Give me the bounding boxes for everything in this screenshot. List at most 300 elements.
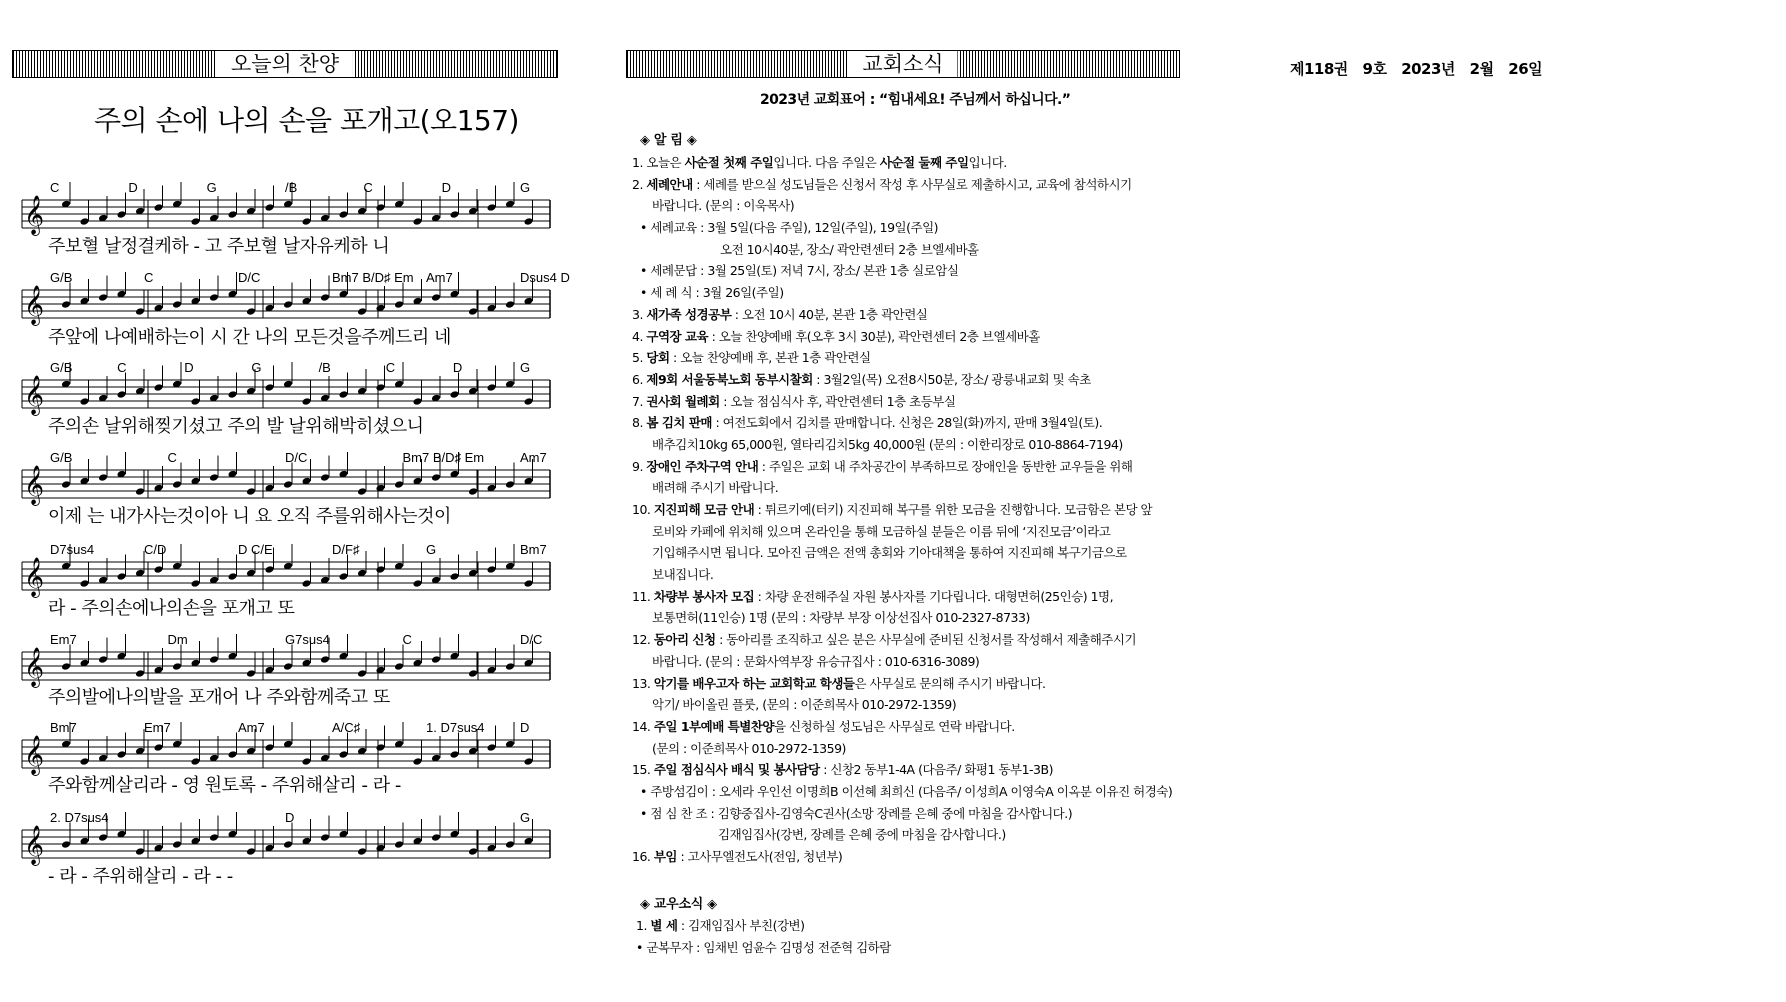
note-head (209, 833, 219, 842)
item-text: 입니다. 다음 주일은 (773, 155, 880, 170)
item-number: 16. (632, 849, 654, 864)
treble-clef-icon: 𝄞 (24, 465, 45, 505)
note-head (524, 217, 534, 226)
notice-item (632, 282, 1192, 304)
chord-symbol: Am7 (426, 270, 453, 285)
emphasis-text: 부임 (653, 849, 678, 864)
chord-symbol: D (128, 180, 138, 195)
note-head (154, 203, 164, 212)
note-head (154, 565, 164, 574)
chord-symbol: D/C (520, 632, 543, 647)
item-text: 은 사무실로 문의해 주시기 바랍니다. (854, 675, 1046, 691)
note-head (265, 383, 275, 392)
note-head (154, 743, 164, 752)
treble-clef-icon: 𝄞 (24, 825, 45, 865)
item-text: 보내집니다. (652, 567, 714, 583)
note-head (98, 293, 108, 302)
notice-item (632, 651, 1192, 673)
notice-item (632, 824, 1192, 846)
chord-symbol: Dsus4 D (520, 270, 570, 285)
item-text: 바랍니다. (문의 : 문화사역부장 유승규집사 : 010-6316-3089) (652, 653, 980, 669)
item-text: : 오늘 찬양예배 후, 본관 1층 곽안련실 (669, 350, 871, 366)
note-head (61, 662, 71, 671)
item-text: 배려해 주시기 바랍니다. (652, 480, 779, 496)
church-motto: 2023년 교회표어 : “힘내세요! 주님께서 하십니다.” (760, 92, 1071, 108)
notice-item (632, 759, 1192, 781)
notice-item (632, 521, 1192, 543)
note-head (135, 669, 145, 678)
notice-item (632, 456, 1192, 478)
item-number: • (640, 285, 651, 301)
chord-symbol: C/D (144, 542, 167, 557)
section-banner-news (626, 50, 1180, 78)
note-head (228, 390, 238, 399)
chord-symbol: D (184, 360, 194, 375)
note-head (357, 487, 367, 496)
note-head (61, 840, 71, 849)
notice-item (636, 937, 891, 959)
chord-symbol: D/C (238, 270, 261, 285)
note-head (524, 579, 534, 588)
emphasis-text: 권사회 월례회 (646, 393, 720, 409)
staff-system (22, 632, 550, 688)
item-number: 1. (632, 155, 647, 170)
chord-symbol: Dm (167, 632, 188, 647)
note-head (98, 655, 108, 664)
item-text: : 오늘 찬양예배 후(오후 3시 30분), 곽안련센터 2층 브엘세바홀 (708, 328, 1040, 344)
item-text: : 고사무엘전도사(전임, 청년부) (677, 849, 843, 864)
notice-item (632, 629, 1192, 651)
note-head (209, 655, 219, 664)
chord-symbol: D/C (285, 450, 308, 465)
note-head (339, 750, 349, 759)
item-text: 김재임집사(강변, 장례를 은혜 중에 마침을 감사합니다.) (718, 827, 1006, 843)
item-text: 세 례 식 : 3월 26일(주일) (650, 285, 784, 301)
lyric-line: 주의발에나의발을 포개어 나 주와함께죽고 또 (48, 687, 390, 708)
note-head (80, 579, 90, 588)
note-head (191, 757, 201, 766)
note-head (302, 579, 312, 588)
item-text: 군복무자 : 임채빈 엄윤수 김명성 전준혁 김하람 (646, 940, 891, 955)
treble-clef-icon: 𝄞 (24, 285, 45, 325)
notice-item (636, 915, 891, 937)
note-head (431, 833, 441, 842)
note-head (172, 480, 182, 489)
notice-item (632, 304, 1192, 326)
lyric-line: 주보혈 날정결케하 - 고 주보혈 날자유케하 니 (48, 236, 390, 257)
note-head (376, 383, 386, 392)
item-number: 4. (632, 328, 647, 344)
note-head (394, 480, 404, 489)
item-text: : 주일은 교회 내 주차공간이 부족하므로 장애인을 동반한 교우들을 위해 (758, 458, 1133, 474)
staff-system (22, 542, 550, 598)
notice-item (632, 586, 1192, 608)
chord-symbol: D (452, 360, 463, 375)
emphasis-text: 장애인 주차구역 안내 (646, 458, 759, 474)
notice-item (632, 607, 1192, 629)
note-head (172, 300, 182, 309)
treble-clef-icon: 𝄞 (24, 375, 45, 415)
notice-item (632, 434, 1192, 456)
item-text: 주방섬김이 : 오세라 우인선 이명희B 이선혜 최희신 (다음주/ 이성희A 이영숙A 이옥분 이유진 허경숙) (650, 783, 1173, 799)
note-head (283, 840, 293, 849)
chord-symbol: C (117, 360, 127, 375)
lyric-line: 주의손 날위해찢기셨고 주의 발 날위해박히셨으니 (48, 416, 424, 437)
item-text: 세례교육 : 3월 5일(다음 주일), 12일(주일), 19일(주일) (650, 220, 939, 236)
section-title: 교회소식 (848, 51, 957, 77)
treble-clef-icon: 𝄞 (24, 647, 45, 687)
emphasis-text: 제9회 서울동북노회 동부시찰회 (646, 371, 813, 387)
item-number: 2. (632, 176, 647, 192)
note-head (302, 397, 312, 406)
note-head (376, 565, 386, 574)
note-head (394, 662, 404, 671)
item-text: 을 신청하실 성도님은 사무실로 연락 바랍니다. (773, 718, 1015, 734)
notice-item (632, 260, 1192, 282)
notice-item (632, 217, 1192, 239)
item-number: • (640, 220, 651, 236)
item-number: 11. (632, 588, 654, 604)
notice-item (632, 673, 1192, 695)
note-head (228, 750, 238, 759)
item-text: : 김재임집사 부친(강변) (677, 918, 805, 933)
note-head (283, 300, 293, 309)
emphasis-text: 사순절 둘째 주일 (879, 155, 969, 170)
note-head (468, 669, 478, 678)
item-text: 바랍니다. (문의 : 이욱목사) (652, 198, 795, 214)
note-head (209, 293, 219, 302)
chord-symbol: Bm7 B/D♯ Em (332, 270, 414, 285)
emphasis-text: 주일 1부예배 특별찬양 (653, 718, 774, 734)
note-head (394, 840, 404, 849)
note-head (339, 572, 349, 581)
note-head (431, 655, 441, 664)
note-head (191, 397, 201, 406)
chord-symbol: Em7 (144, 720, 171, 735)
note-head (135, 487, 145, 496)
chord-symbol: D/F♯ (332, 542, 360, 557)
notice-item (632, 781, 1192, 803)
emphasis-text: 세례안내 (646, 176, 693, 192)
item-text: : 3월2일(목) 오전8시50분, 장소/ 광릉내교회 및 속초 (812, 371, 1091, 387)
note-head (283, 480, 293, 489)
note-head (283, 662, 293, 671)
staff-system (22, 270, 570, 326)
notice-item (632, 738, 1192, 760)
issue-info (1290, 58, 1542, 79)
chord-symbol: G (206, 180, 217, 195)
chord-symbol: Bm7 (520, 542, 547, 557)
note-head (413, 397, 423, 406)
note-head (302, 217, 312, 226)
note-head (228, 572, 238, 581)
item-text: : 여전도회에서 김치를 판매합니다. 신청은 28일(화)까지, 판매 3월4일(토). (712, 415, 1103, 431)
chord-symbol: /B (285, 180, 298, 195)
chord-symbol: C (363, 180, 373, 195)
item-text: 보통면허(11인승) 1명 (문의 : 차량부 부장 이상선집사 010-2327-8733) (652, 610, 1030, 626)
note-head (320, 473, 330, 482)
note-head (487, 203, 497, 212)
chord-symbol: Em7 (50, 632, 77, 647)
notice-item (632, 152, 1192, 174)
note-head (117, 210, 127, 219)
note-head (191, 579, 201, 588)
note-head (505, 840, 515, 849)
note-head (505, 300, 515, 309)
notice-item (632, 564, 1192, 586)
note-head (246, 669, 256, 678)
item-text: : 신창2 동부1-4A (다음주/ 화평1 동부1-3B) (819, 762, 1053, 778)
item-number: • (640, 263, 651, 279)
note-head (450, 210, 460, 219)
emphasis-text: 차량부 봉사자 모집 (653, 588, 755, 604)
note-head (80, 757, 90, 766)
note-head (172, 840, 182, 849)
hymn-title: 주의 손에 나의 손을 포개고(오157) (94, 104, 519, 137)
note-head (487, 383, 497, 392)
issue-date: 2023년 2월 26일 (1401, 60, 1543, 78)
item-number: 5. (632, 350, 647, 366)
chord-symbol: Am7 (238, 720, 265, 735)
section-title: 오늘의 찬양 (217, 51, 353, 77)
note-head (61, 300, 71, 309)
note-head (117, 572, 127, 581)
note-head (154, 383, 164, 392)
note-head (302, 757, 312, 766)
chord-symbol: G (520, 180, 531, 195)
emphasis-text: 사순절 첫째 주일 (684, 155, 774, 170)
chord-symbol: A/C♯ (332, 720, 361, 735)
chord-symbol: 2. D7sus4 (50, 810, 109, 825)
chord-symbol: G (520, 360, 531, 375)
item-text: 배추김치10kg 65,000원, 열타리김치5kg 40,000원 (문의 : 이한리장로 010-8864-7194) (652, 436, 1123, 452)
item-text: : 튀르키예(터키) 지진피해 복구를 위한 모금을 진행합니다. 모금함은 본당 앞 (754, 502, 1153, 517)
note-head (320, 655, 330, 664)
item-number: 12. (632, 632, 654, 648)
item-text: 세례문답 : 3월 25일(토) 저녁 7시, 장소/ 본관 1층 실로암실 (650, 263, 959, 279)
note-head (117, 750, 127, 759)
chord-symbol: Bm7 B/D♯ Em (402, 450, 485, 465)
item-number: 7. (632, 393, 647, 409)
note-head (376, 203, 386, 212)
item-text: : 오전 10시 40분, 본관 1층 곽안련실 (731, 306, 928, 322)
notice-item (632, 412, 1192, 434)
emphasis-text: 구역장 교육 (646, 328, 709, 344)
alumni-heading: ◈ 교우소식 ◈ (640, 897, 717, 912)
notice-item (632, 694, 1192, 716)
item-number: 6. (632, 371, 647, 387)
emphasis-text: 별 세 (650, 918, 678, 933)
notice-heading: ◈ 알 림 ◈ (640, 133, 697, 148)
lyric-line: - 라 - 주위해살리 - 라 - - (48, 866, 233, 887)
staff-system (22, 720, 550, 776)
notice-item (632, 716, 1192, 738)
treble-clef-icon: 𝄞 (24, 195, 45, 235)
item-number: • (640, 805, 651, 821)
item-text: 로비와 카페에 위치해 있으며 온라인을 통해 모금하실 분들은 이름 뒤에 ‘지진모금’이라고 (652, 523, 1111, 539)
note-head (320, 833, 330, 842)
note-head (246, 847, 256, 856)
item-text: : 차량 운전해주실 자원 봉사자를 기다립니다. 대형면허(25인승) 1명, (754, 588, 1114, 604)
emphasis-text: 당회 (646, 350, 670, 366)
note-head (413, 217, 423, 226)
chord-symbol: G7sus4 (285, 632, 330, 647)
item-number: 9. (632, 458, 647, 474)
emphasis-text: 새가족 성경공부 (646, 306, 732, 322)
note-head (487, 565, 497, 574)
item-text: 입니다. (968, 155, 1007, 170)
treble-clef-icon: 𝄞 (24, 557, 45, 597)
note-head (80, 217, 90, 226)
note-head (357, 669, 367, 678)
chord-symbol: G (520, 810, 531, 825)
staff-system (22, 450, 550, 506)
note-head (505, 480, 515, 489)
chord-symbol: D C/E (238, 542, 273, 557)
note-head (487, 743, 497, 752)
note-head (524, 397, 534, 406)
chord-symbol: /B (318, 360, 331, 375)
item-text: 기입해주시면 됩니다. 모아진 금액은 전액 총회와 기아대책을 통하여 지진피해 복구기금으로 (652, 545, 1127, 561)
notice-item (632, 195, 1192, 217)
chord-symbol: D7sus4 (50, 542, 95, 557)
note-head (191, 217, 201, 226)
note-head (246, 307, 256, 316)
note-head (246, 487, 256, 496)
item-number: 15. (632, 762, 654, 778)
note-head (505, 662, 515, 671)
item-number: 3. (632, 306, 647, 322)
issue-volume: 제118권 9호 (1290, 60, 1387, 78)
chord-symbol: G/B (50, 270, 73, 285)
chord-symbol: C (385, 360, 396, 375)
note-head (431, 473, 441, 482)
note-head (135, 307, 145, 316)
note-head (61, 480, 71, 489)
item-text: : 오늘 점심식사 후, 곽안련센터 1층 초등부실 (719, 393, 956, 409)
note-head (357, 847, 367, 856)
note-head (265, 565, 275, 574)
chord-symbol: D (285, 810, 295, 825)
notice-item (632, 803, 1192, 825)
item-text: 악기/ 바이올린 플룻, (문의 : 이준희목사 010-2972-1359) (652, 697, 957, 713)
section-banner-hymn (12, 50, 558, 78)
emphasis-text: 주일 점심식사 배식 및 봉사담당 (653, 762, 820, 778)
note-head (320, 293, 330, 302)
notice-item (632, 846, 1192, 868)
note-head (450, 572, 460, 581)
item-number: 14. (632, 718, 654, 734)
staff-system (22, 180, 550, 236)
notice-item (632, 499, 1192, 521)
chord-symbol: C (402, 632, 412, 647)
note-head (209, 473, 219, 482)
item-text: 오늘은 (646, 155, 685, 170)
item-number: 13. (632, 675, 654, 691)
note-head (413, 579, 423, 588)
note-head (524, 757, 534, 766)
notice-item (632, 347, 1192, 369)
chord-symbol: Bm7 (50, 720, 77, 735)
note-head (450, 750, 460, 759)
item-number: • (640, 783, 651, 799)
chord-symbol: G (251, 360, 262, 375)
chord-symbol: D (441, 180, 452, 195)
note-head (413, 757, 423, 766)
chord-symbol: 1. D7sus4 (426, 720, 485, 735)
notice-item (632, 326, 1192, 348)
emphasis-text: 악기를 배우고자 하는 교회학교 학생들 (653, 675, 855, 691)
chord-symbol: G (426, 542, 437, 557)
note-head (357, 307, 367, 316)
alumni-list (636, 915, 891, 959)
item-number: • (636, 940, 647, 955)
item-text: : 동아리를 조직하고 싶은 분은 사무실에 준비된 신청서를 작성해서 제출해주시기 (715, 632, 1137, 648)
note-head (468, 847, 478, 856)
chord-symbol: C (167, 450, 177, 465)
notice-item (632, 542, 1192, 564)
chord-symbol: Am7 (520, 450, 547, 465)
lyric-line: 주와함께살리라 - 영 원토록 - 주위해살리 - 라 - (48, 775, 401, 796)
notice-item (632, 391, 1192, 413)
chord-symbol: G/B (50, 450, 73, 465)
chord-symbol: C (50, 180, 60, 195)
chord-symbol: G/B (50, 360, 73, 375)
note-head (172, 662, 182, 671)
chord-symbol: D (520, 720, 530, 735)
note-head (339, 390, 349, 399)
note-head (265, 743, 275, 752)
emphasis-text: 지진피해 모금 안내 (653, 502, 755, 517)
note-head (135, 847, 145, 856)
item-number: 1. (636, 918, 651, 933)
emphasis-text: 동아리 신청 (653, 632, 716, 648)
staff-system (22, 810, 550, 866)
item-text: 오전 10시40분, 장소/ 곽안련센터 2층 브엘세바홀 (720, 241, 979, 257)
notice-item (632, 174, 1192, 196)
note-head (431, 293, 441, 302)
item-number: 8. (632, 415, 647, 431)
note-head (376, 743, 386, 752)
lyric-line: 주앞에 나예배하는이 시 간 나의 모든것을주께드리 네 (48, 327, 451, 348)
item-text: : 세례를 받으실 성도님들은 신청서 작성 후 사무실로 제출하시고, 교육에 참석하시기 (692, 176, 1132, 192)
item-number: 10. (632, 502, 654, 517)
note-head (98, 833, 108, 842)
item-text: 점 심 찬 조 : 김향중집사-김영숙C권사(소망 장례를 은혜 중에 마침을 감사합니다.) (650, 805, 1073, 821)
notice-list (632, 152, 1192, 868)
note-head (468, 307, 478, 316)
note-head (468, 487, 478, 496)
chord-symbol: C (144, 270, 154, 285)
note-head (98, 473, 108, 482)
note-head (80, 397, 90, 406)
lyric-line: 라 - 주의손에나의손을 포개고 또 (48, 598, 295, 619)
note-head (394, 300, 404, 309)
note-head (228, 210, 238, 219)
notice-item (632, 477, 1192, 499)
sheet-music (18, 150, 570, 980)
emphasis-text: 봄 김치 판매 (646, 415, 712, 431)
note-head (265, 203, 275, 212)
note-head (117, 390, 127, 399)
note-head (450, 390, 460, 399)
lyric-line: 이제 는 내가사는것이아 니 요 오직 주를위해사는것이 (48, 506, 451, 527)
note-head (339, 210, 349, 219)
notice-item (632, 369, 1192, 391)
item-text: (문의 : 이준희목사 010-2972-1359) (652, 740, 846, 756)
staff-system (22, 360, 550, 416)
treble-clef-icon: 𝄞 (24, 735, 45, 775)
